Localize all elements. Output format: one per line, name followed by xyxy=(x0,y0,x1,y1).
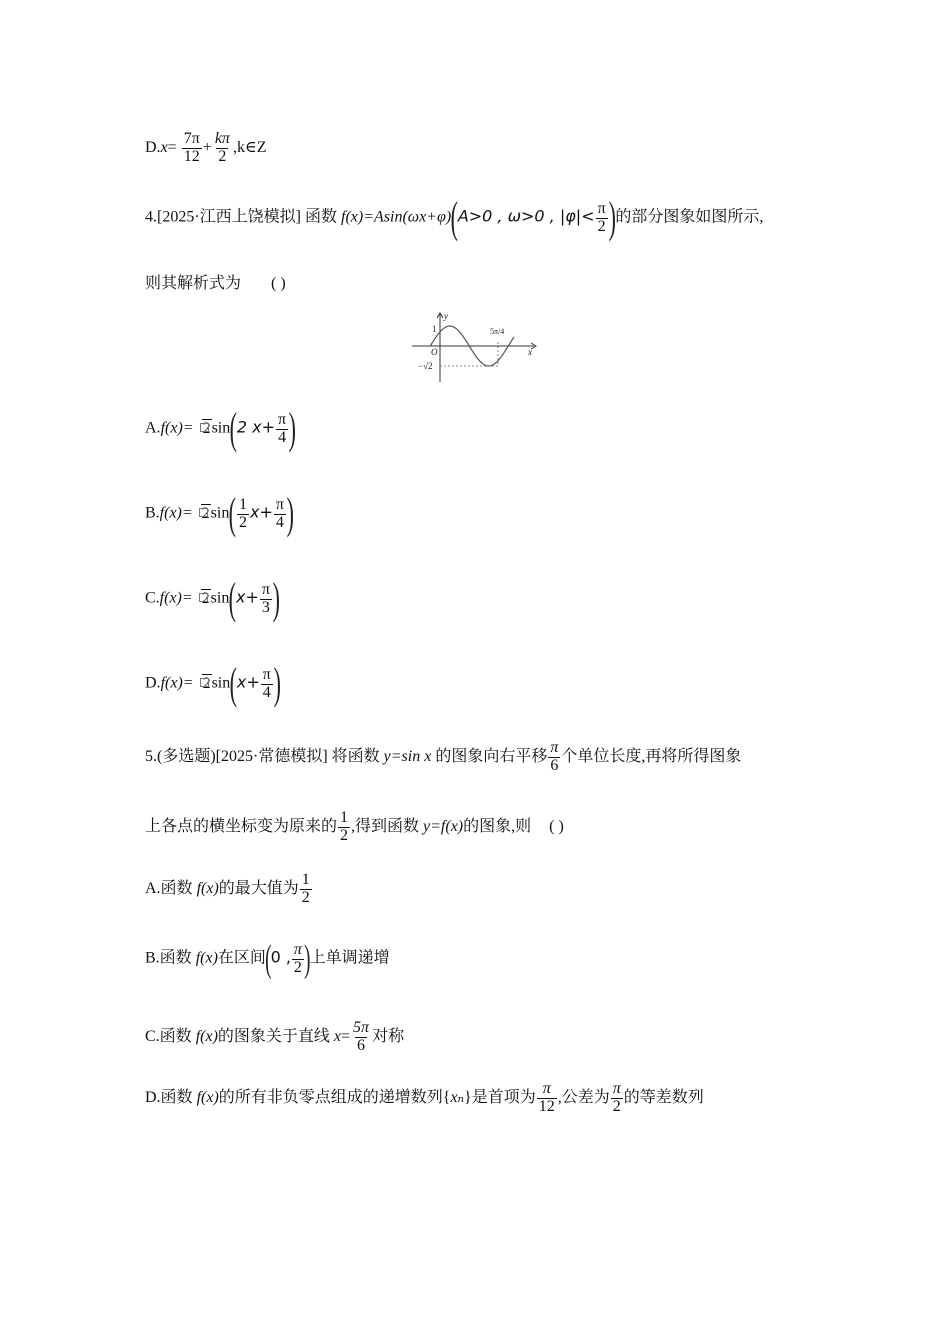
fraction xyxy=(213,131,232,166)
left-paren: ( xyxy=(450,193,459,242)
sin: sin xyxy=(211,419,231,437)
fraction xyxy=(351,1020,371,1055)
frac-num: kπ xyxy=(214,130,230,147)
option-label: C. xyxy=(145,589,160,607)
frac-num: π xyxy=(261,580,270,598)
interval-start: 0 , xyxy=(270,947,291,967)
frac-den: 2 xyxy=(612,1097,621,1115)
option-text: 对称 xyxy=(372,1027,405,1045)
question-text: 上各点的横坐标变为原来的 xyxy=(145,817,338,835)
inner: x+ xyxy=(236,587,259,607)
lhs: f(x)= xyxy=(160,674,194,692)
q5-stem-line2 xyxy=(145,810,564,845)
fraction xyxy=(182,131,202,166)
fraction xyxy=(338,810,350,845)
radicand: 2 xyxy=(202,419,211,437)
option-text: }是首项为 xyxy=(464,1088,536,1106)
frac-den: 2 xyxy=(301,888,310,906)
frac-num: π xyxy=(293,940,302,958)
sqrt-symbol xyxy=(202,421,212,437)
frac-den: 6 xyxy=(357,1036,366,1054)
right-paren: ) xyxy=(286,489,294,538)
frac-num: π xyxy=(275,495,284,513)
q4-stem-line2 xyxy=(145,276,286,292)
equals: = xyxy=(167,138,177,156)
frac-den: 4 xyxy=(275,513,284,531)
frac-den: 12 xyxy=(183,147,200,165)
fraction xyxy=(548,740,560,775)
fraction xyxy=(611,1081,623,1116)
x-label: x xyxy=(528,347,532,357)
left-paren: ( xyxy=(229,404,238,453)
variable: x xyxy=(333,1027,342,1045)
option-label: B. xyxy=(145,504,160,522)
tick-one: 1 xyxy=(432,324,437,334)
fraction xyxy=(274,497,286,532)
sqrt-symbol xyxy=(201,506,211,522)
right-paren: ) xyxy=(273,659,281,708)
q4-option-c xyxy=(145,574,280,623)
q4-stem xyxy=(145,193,764,242)
left-paren: ( xyxy=(229,659,238,708)
variable: x xyxy=(160,138,168,156)
q5-stem xyxy=(145,740,741,775)
fraction xyxy=(276,412,288,447)
fraction xyxy=(260,582,272,617)
frac-num: 1 xyxy=(301,871,310,888)
left-paren: ( xyxy=(265,938,272,980)
question-suffix: 的部分图象如图所示, xyxy=(615,208,764,226)
inner: x+ xyxy=(236,672,260,692)
option-text: ,公差为 xyxy=(557,1088,610,1106)
function-expr: y=f(x) xyxy=(423,817,464,835)
option-text: 的图象关于直线 xyxy=(217,1027,334,1045)
option-text: 的最大值为 xyxy=(218,879,299,897)
frac-num: 7π xyxy=(183,130,200,147)
frac-num: π xyxy=(542,1080,551,1097)
option-label: D. xyxy=(145,138,161,156)
sin: sin xyxy=(210,589,230,607)
function-expr: f(x) xyxy=(195,949,218,967)
frac-den: 3 xyxy=(261,598,270,616)
tail: ,k∈Z xyxy=(232,138,267,156)
left-paren: ( xyxy=(229,574,237,623)
q4-option-b xyxy=(145,489,294,538)
frac-den: 2 xyxy=(218,147,227,165)
function-graph xyxy=(410,310,540,386)
question-text: 的图象向右平移 xyxy=(431,747,548,765)
question-text: ,得到函数 xyxy=(351,817,424,835)
fraction-half: $\frac{1}{2}$ xyxy=(239,495,247,531)
right-paren: ) xyxy=(288,404,297,453)
sequence-term: xₙ xyxy=(450,1088,465,1106)
option-text: 的所有非负零点组成的递增数列{ xyxy=(218,1088,451,1106)
frac-num: π xyxy=(612,1080,621,1097)
condition: A>0 , ω>0 , |φ|< xyxy=(457,206,595,226)
option-text: 在区间 xyxy=(217,949,266,967)
frac-den: 2 xyxy=(597,217,606,235)
frac-num: π xyxy=(278,410,287,428)
right-paren: ) xyxy=(272,574,280,623)
fraction xyxy=(537,1081,557,1116)
answer-blank: ( ) xyxy=(549,817,564,835)
function-expr: f(x) xyxy=(195,1027,218,1045)
lhs: f(x)= xyxy=(160,419,194,437)
right-paren: ) xyxy=(608,193,616,242)
question-text: 的图象,则 xyxy=(463,817,532,835)
question-text: 则其解析式为 xyxy=(145,275,242,292)
q5-option-d xyxy=(145,1081,704,1116)
function-expr: y=sin x xyxy=(383,747,432,765)
frac-den: 2 xyxy=(293,958,302,976)
frac-num: 5π xyxy=(353,1019,370,1036)
tick-neg-sqrt2: −√2 xyxy=(418,361,433,371)
option-label: D. xyxy=(145,674,161,692)
tick-5pi-over-4: 5π/4 xyxy=(490,327,505,336)
option-label: A.函数 xyxy=(145,879,197,897)
frac-den: 12 xyxy=(538,1097,555,1115)
sqrt-symbol xyxy=(201,591,211,607)
q4-option-a xyxy=(145,404,297,453)
sin: sin xyxy=(210,504,230,522)
q5-option-c xyxy=(145,1020,404,1055)
equals: = xyxy=(341,1027,351,1045)
sin: sin xyxy=(211,674,231,692)
origin-label: O xyxy=(431,347,438,357)
function-expr: f(x)=Asin(ωx+φ) xyxy=(341,208,452,226)
question-prefix: 4.[2025·江西上饶模拟] 函数 xyxy=(145,208,341,226)
sqrt-symbol xyxy=(202,676,212,692)
y-label: y xyxy=(444,311,448,321)
function-expr: f(x) xyxy=(196,1088,219,1106)
right-paren: ) xyxy=(304,938,311,980)
option-label: A. xyxy=(145,419,161,437)
radicand: 2 xyxy=(201,589,210,607)
q3-option-d xyxy=(145,131,267,166)
q5-option-a xyxy=(145,872,313,907)
function-expr: f(x) xyxy=(196,879,219,897)
frac-num: π xyxy=(597,199,606,217)
plus: + xyxy=(202,138,212,156)
option-label: D.函数 xyxy=(145,1088,197,1106)
lhs: f(x)= xyxy=(159,589,193,607)
frac-num: π xyxy=(550,739,559,756)
inner: x+ xyxy=(250,502,273,522)
frac-num: 1 xyxy=(340,809,349,826)
radicand: 2 xyxy=(202,674,211,692)
q5-option-b xyxy=(145,940,390,978)
fraction xyxy=(300,872,312,907)
frac-num: π xyxy=(262,665,271,683)
question-prefix: 5.(多选题)[2025·常德模拟] 将函数 xyxy=(145,747,384,765)
frac-den: 6 xyxy=(550,756,559,774)
frac-den: 4 xyxy=(278,428,287,446)
option-text: 的等差数列 xyxy=(623,1088,704,1106)
fraction xyxy=(261,667,273,702)
lhs: f(x)= xyxy=(159,504,193,522)
q4-option-d xyxy=(145,659,281,708)
frac-den: 2 xyxy=(340,826,349,844)
frac-den: 4 xyxy=(262,683,271,701)
radicand: 2 xyxy=(201,504,210,522)
question-text: 个单位长度,再将所得图象 xyxy=(561,747,742,765)
left-paren: ( xyxy=(229,489,237,538)
fraction xyxy=(596,201,608,236)
fraction xyxy=(292,942,304,977)
option-text: 上单调递增 xyxy=(309,949,390,967)
option-label: C.函数 xyxy=(145,1027,196,1045)
answer-blank: ( ) xyxy=(271,275,286,292)
option-label: B.函数 xyxy=(145,949,196,967)
inner: 2 x+ xyxy=(236,417,276,437)
